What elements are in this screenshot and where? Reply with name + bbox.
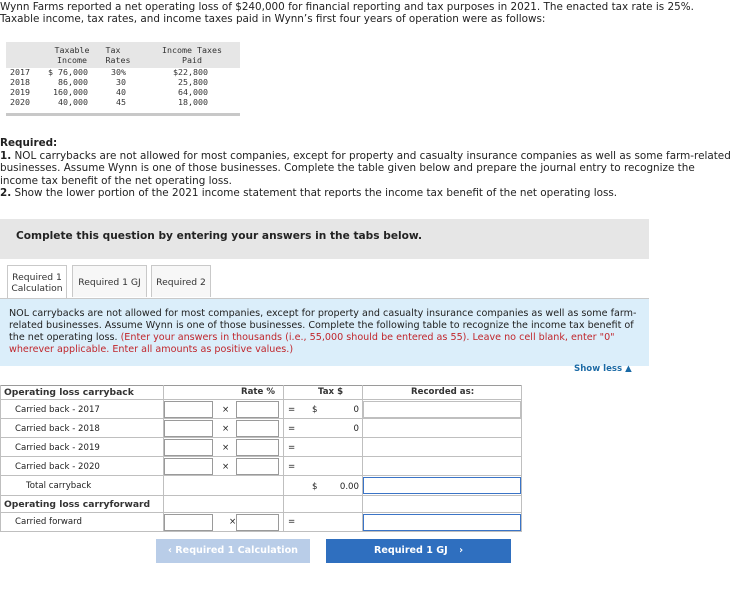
tab-required-1-calculation[interactable] — [7, 265, 67, 299]
next-required-1-gj-button[interactable] — [326, 539, 511, 563]
row-year: 2020 — [10, 97, 30, 107]
carryback-2019-rate-input[interactable] — [236, 439, 279, 456]
carryback-2017-recorded-as[interactable] — [363, 401, 521, 418]
header-income-taxes: Income Taxes — [162, 45, 222, 55]
intro-line-1: Wynn Farms reported a net operating loss of $240,000 for financial reporting and tax purposes in 2021. The enacted tax rate is 25%. — [0, 1, 694, 13]
row-rate: 30 — [116, 77, 126, 87]
required-item-2 — [0, 187, 733, 200]
row-paid: $22,800 — [173, 67, 208, 77]
item2-number: 2. — [0, 187, 12, 199]
recorded-as-header: Recorded as: — [411, 387, 475, 397]
times-sign: × — [222, 405, 230, 415]
table-bottom-rule — [6, 113, 240, 116]
required-section — [0, 137, 733, 200]
carried-forward-label: Carried forward — [15, 517, 82, 527]
table-row — [6, 97, 240, 107]
prev-button-label: Required 1 Calculation — [175, 545, 299, 556]
carryback-2019-amount-input[interactable] — [164, 439, 213, 456]
show-less-label: Show less — [574, 364, 623, 374]
instructions-body: NOL carrybacks are not allowed for most companies, except for property and casualty insurance companies as well as some farm-related businesses. Assume Wynn is one of those businesses. Complete the following table to recognize the income tax benefit of the net operating loss. — [9, 308, 637, 343]
carryback-2017-rate-input[interactable] — [236, 401, 279, 418]
carried-back-2018-label: Carried back - 2018 — [15, 424, 100, 434]
table-row — [6, 87, 240, 97]
operating-loss-carryback-header: Operating loss carryback — [4, 387, 134, 398]
grid-line — [283, 385, 284, 532]
row-rate: 30% — [111, 67, 126, 77]
grid-line — [0, 437, 522, 438]
header-income: Income — [57, 55, 87, 65]
row-income: 40,000 — [58, 97, 88, 107]
carryback-table — [0, 385, 522, 533]
triangle-up-icon: ▲ — [625, 364, 632, 374]
table-row — [6, 67, 240, 77]
row-income: 160,000 — [53, 87, 88, 97]
next-button-label: Required 1 GJ — [373, 545, 448, 556]
total-carryback-tax: 0.00 — [339, 482, 359, 492]
row-paid: 64,000 — [178, 87, 208, 97]
equals-sign: = — [288, 517, 296, 527]
header-rates: Rates — [105, 55, 131, 65]
banner-text: Complete this question by entering your answers in the tabs below. — [16, 230, 423, 242]
tab-label: Required 2 — [156, 277, 206, 288]
grid-line — [0, 418, 522, 419]
times-sign: × — [229, 517, 237, 527]
carried-back-2017-label: Carried back - 2017 — [15, 405, 100, 415]
instructions-note: (Enter your answers in thousands (i.e., 55,000 should be entered as 55). Leave no cell blank, enter "0" wherever applicable. Enter all amounts as positive values.) — [9, 332, 615, 355]
total-carryback-label: Total carryback — [26, 481, 92, 491]
grid-line — [0, 399, 522, 400]
header-tax: Tax — [105, 45, 121, 55]
carryback-2017-tax: 0 — [353, 405, 359, 415]
carryback-2018-rate-input[interactable] — [236, 420, 279, 437]
table-row — [6, 77, 240, 87]
tab-label-line2: Calculation — [11, 283, 63, 294]
required-heading: Required: — [0, 137, 58, 149]
dollar-sign: $ — [312, 482, 318, 492]
prev-required-1-calculation-button[interactable] — [156, 539, 310, 563]
operating-loss-carryforward-header: Operating loss carryforward — [4, 499, 151, 510]
carryforward-recorded-as[interactable] — [363, 514, 521, 531]
carryback-2017-amount-input[interactable] — [164, 401, 213, 418]
grid-line — [0, 385, 522, 386]
row-rate: 45 — [116, 97, 126, 107]
row-year: 2019 — [10, 87, 30, 97]
chevron-left-icon: ‹ — [167, 545, 172, 556]
grid-line — [0, 475, 522, 476]
times-sign: × — [222, 424, 230, 434]
tab-required-2[interactable] — [151, 265, 211, 297]
tax-header: Tax $ — [318, 387, 344, 397]
tab-label-line1: Required 1 — [12, 272, 62, 283]
carryback-2020-rate-input[interactable] — [236, 458, 279, 475]
chevron-right-icon: › — [459, 545, 464, 556]
carryback-2018-amount-input[interactable] — [164, 420, 213, 437]
grid-line — [0, 456, 522, 457]
rate-header: Rate % — [241, 387, 275, 397]
row-income: 86,000 — [58, 77, 88, 87]
grid-line — [0, 531, 522, 532]
instructions-box — [0, 299, 649, 366]
question-banner — [0, 219, 649, 259]
header-taxable: Taxable — [54, 45, 90, 55]
grid-line — [0, 512, 522, 513]
row-income: $ 76,000 — [48, 67, 88, 77]
total-carryback-recorded-as[interactable] — [363, 477, 521, 494]
dollar-sign: $ — [312, 405, 318, 415]
row-paid: 25,800 — [178, 77, 208, 87]
tax-table-header — [6, 42, 240, 68]
carried-back-2019-label: Carried back - 2019 — [15, 443, 100, 453]
tax-history-table — [6, 40, 240, 116]
item2-text: Show the lower portion of the 2021 income statement that reports the income tax benefit of the net operating loss. — [11, 187, 618, 199]
intro-line-2: Taxable income, tax rates, and income taxes paid in Wynn’s first four years of operation were as follows: — [0, 13, 546, 25]
row-year: 2017 — [10, 67, 30, 77]
row-paid: 18,000 — [178, 97, 208, 107]
row-rate: 40 — [116, 87, 126, 97]
tab-label: Required 1 GJ — [78, 277, 141, 288]
tab-required-1-gj[interactable] — [72, 265, 147, 297]
instructions-text — [9, 308, 641, 356]
times-sign: × — [222, 443, 230, 453]
grid-line — [0, 495, 522, 496]
grid-line — [521, 385, 522, 532]
item1-number: 1. — [0, 149, 12, 162]
carryforward-amount-input[interactable] — [164, 514, 213, 531]
item1-text: NOL carrybacks are not allowed for most companies, except for property and casualty insurance companies as well as some farm-related businesses. Assume Wynn is one of those businesses. Complete the table given below and prepare the journal entry to recognize the income tax benefit of the net operating loss. — [0, 149, 731, 187]
equals-sign: = — [288, 424, 296, 434]
show-less-link[interactable] — [574, 364, 632, 374]
equals-sign: = — [288, 443, 296, 453]
required-item-1 — [0, 150, 733, 188]
equals-sign: = — [288, 462, 296, 472]
carryback-2018-tax: 0 — [353, 424, 359, 434]
carryback-2020-amount-input[interactable] — [164, 458, 213, 475]
header-paid: Paid — [182, 55, 202, 65]
row-year: 2018 — [10, 77, 30, 87]
problem-intro — [0, 1, 733, 25]
carried-back-2020-label: Carried back - 2020 — [15, 462, 100, 472]
equals-sign: = — [288, 405, 296, 415]
carryforward-rate-input[interactable] — [236, 514, 279, 531]
grid-line — [0, 385, 1, 532]
times-sign: × — [222, 462, 230, 472]
